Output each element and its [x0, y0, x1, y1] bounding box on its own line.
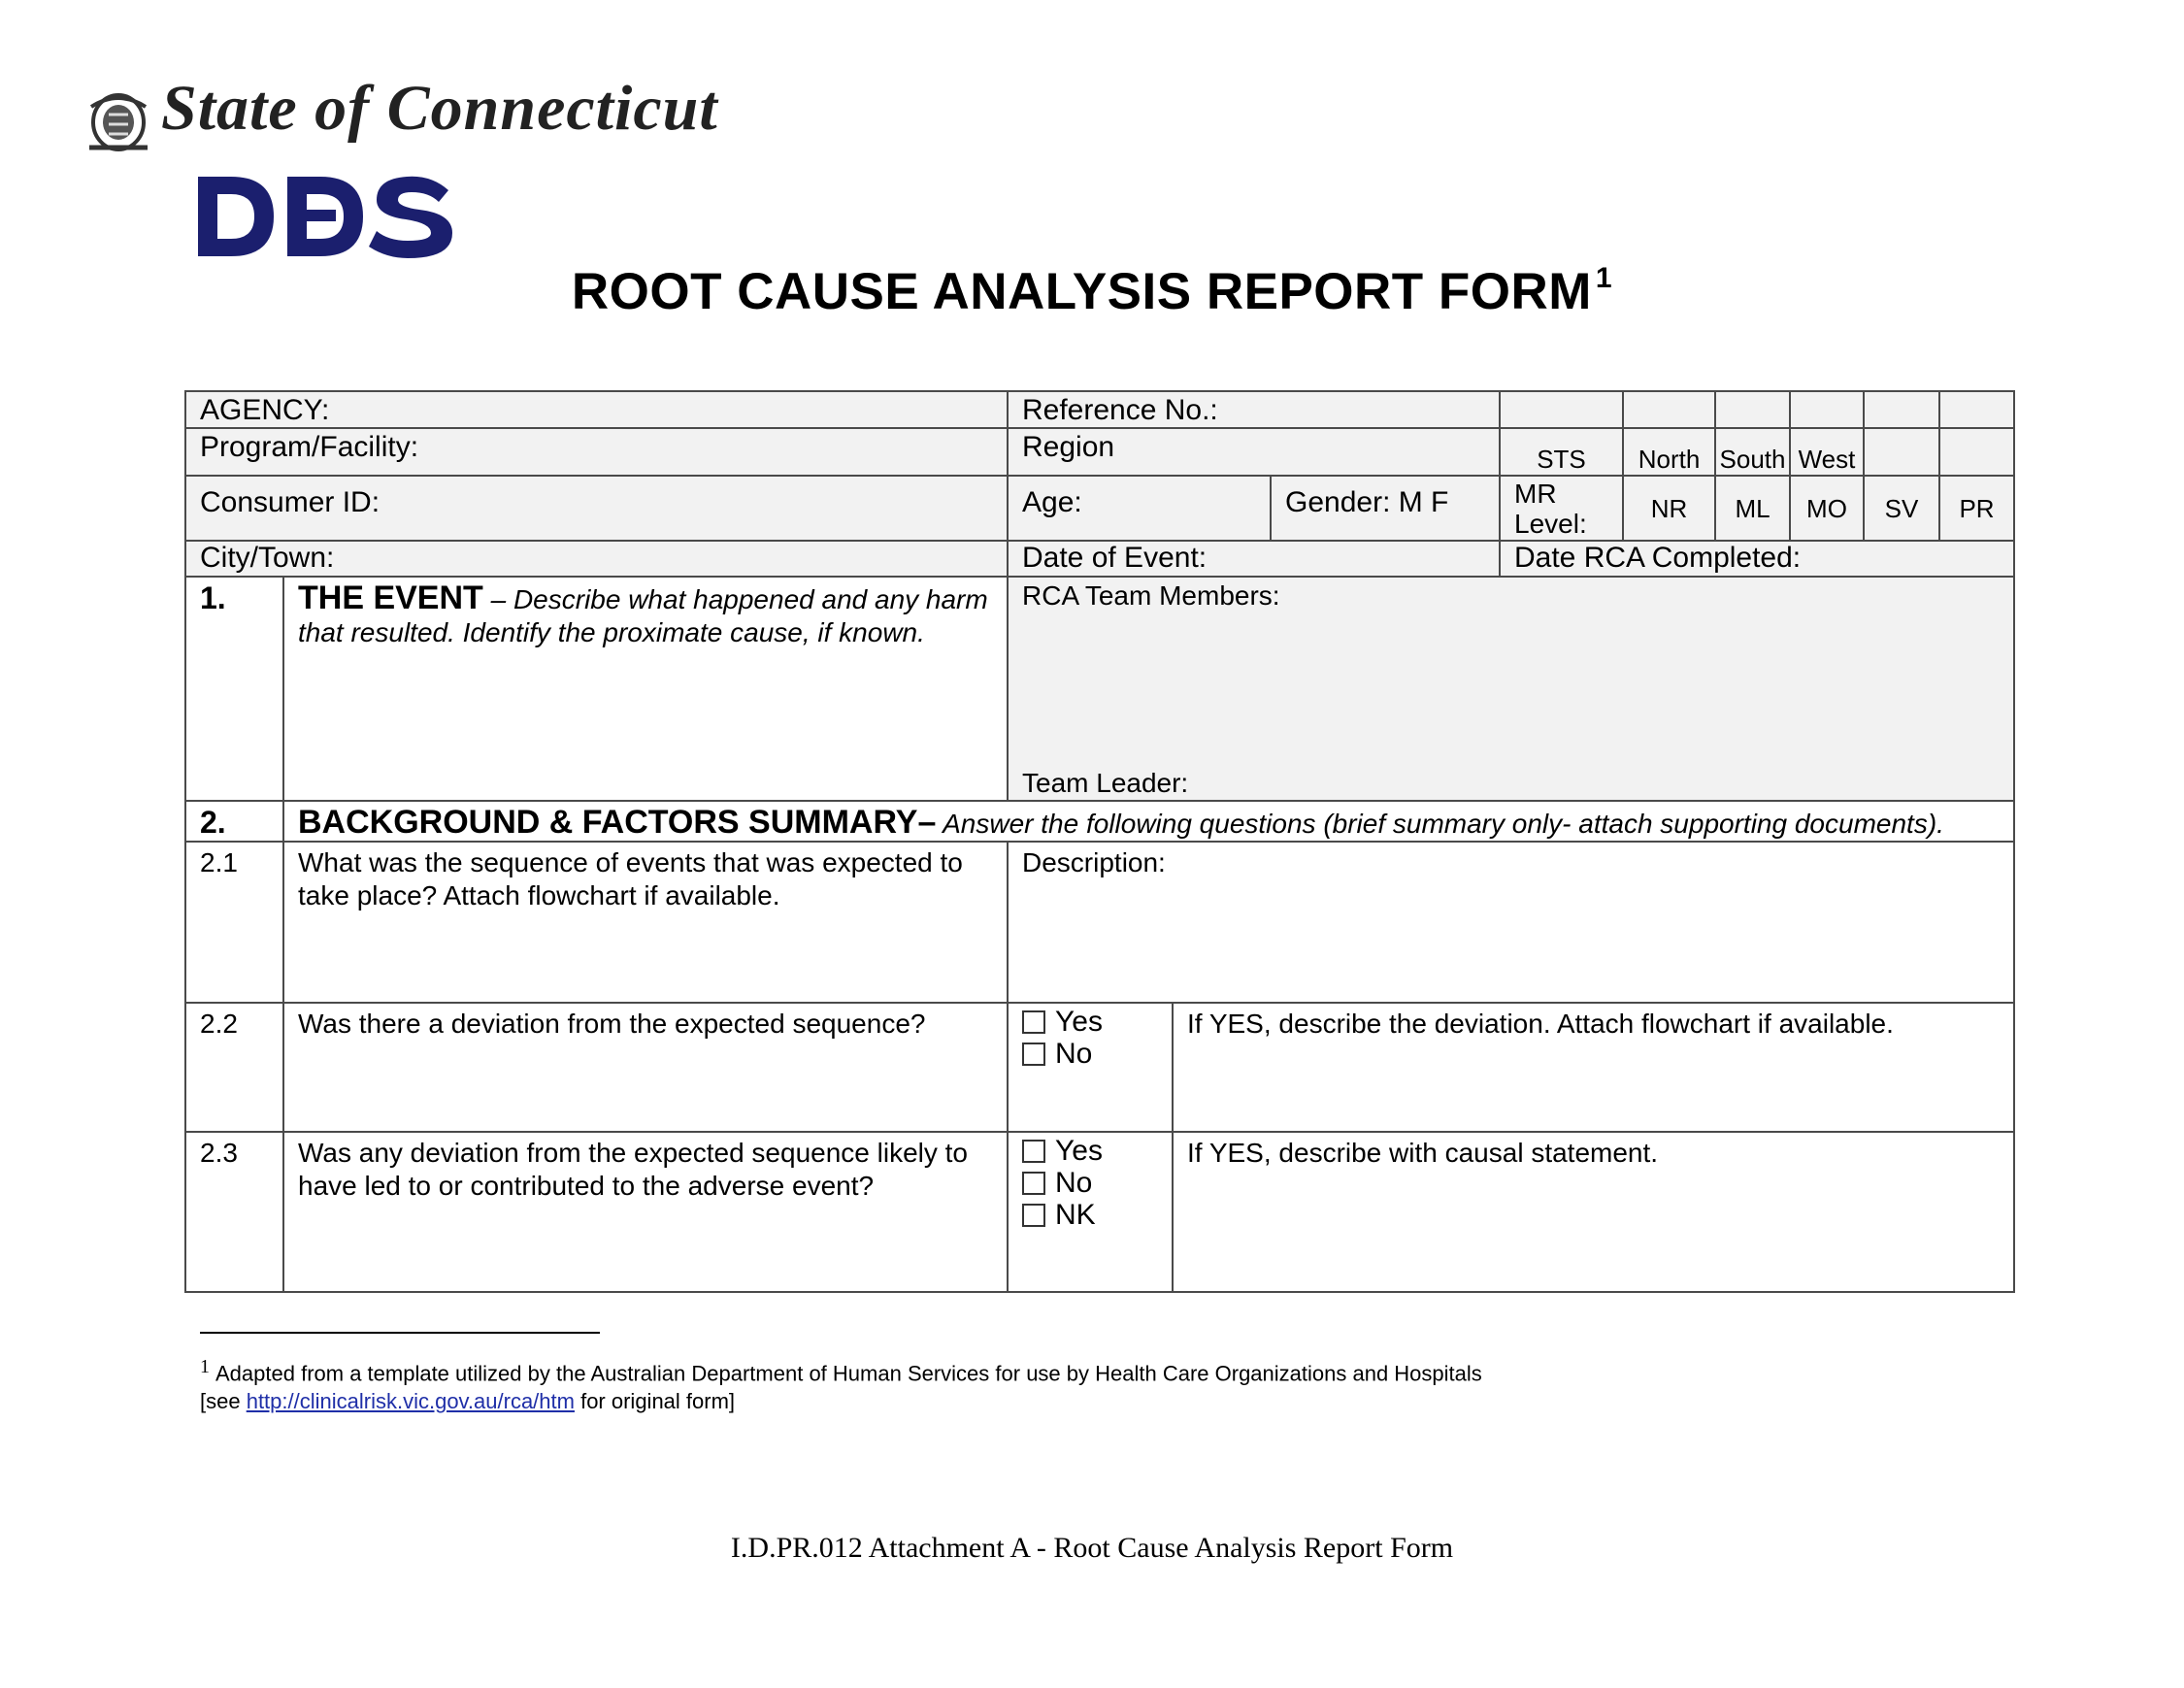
checkbox[interactable]: [1022, 1010, 1045, 1034]
option-nk[interactable]: NK: [1022, 1199, 1158, 1231]
region-label: Region: [1007, 427, 1501, 477]
footnote-line-1: $^1$ Adapted from a template utilized by the Australian Department of Human Services for use by Health Care Organizations and Hospitals: [200, 1356, 1482, 1386]
section-1-event[interactable]: THE EVENT – Describe what happened and any harm that resulted. Identify the proximate cause, if known.: [282, 576, 1009, 802]
section-1-instructions: Describe what happened and any harm that resulted. Identify the proximate cause, if known.: [298, 584, 988, 647]
section-2-instructions: Answer the following questions (brief summary only- attach supporting documents).: [936, 809, 1944, 839]
question-2-1-number: 2.1: [184, 841, 284, 1004]
reference-no-field[interactable]: Reference No.:: [1007, 390, 1501, 429]
mr-level-mo[interactable]: MO: [1789, 475, 1865, 542]
form-title: ROOT CAUSE ANALYSIS REPORT FORM $^1$: [571, 262, 1613, 320]
dds-logo: [198, 175, 452, 258]
region-north[interactable]: North: [1622, 427, 1716, 477]
option-yes[interactable]: Yes: [1022, 1006, 1158, 1038]
region-west[interactable]: West: [1789, 427, 1865, 477]
reference-box[interactable]: [1789, 390, 1865, 429]
causal-statement-field[interactable]: If YES, describe with causal statement.: [1172, 1131, 2015, 1293]
state-seal-icon: [83, 85, 153, 155]
deviation-description-field[interactable]: If YES, describe the deviation. Attach flowchart if available.: [1172, 1002, 2015, 1133]
checkbox[interactable]: [1022, 1172, 1045, 1195]
date-rca-completed-field[interactable]: Date RCA Completed:: [1499, 540, 2015, 578]
reference-box[interactable]: [1714, 390, 1791, 429]
region-south[interactable]: South: [1714, 427, 1791, 477]
option-no[interactable]: No: [1022, 1167, 1158, 1199]
reference-box[interactable]: [1499, 390, 1624, 429]
question-2-3-text: Was any deviation from the expected sequence likely to have led to or contributed to the adverse event?: [282, 1131, 1009, 1293]
question-2-2-number: 2.2: [184, 1002, 284, 1133]
description-field[interactable]: Description:: [1007, 841, 2015, 1004]
reference-box[interactable]: [1938, 390, 2015, 429]
footnote-divider: [200, 1332, 600, 1334]
region-box[interactable]: [1863, 427, 1940, 477]
mr-level-sv[interactable]: SV: [1863, 475, 1940, 542]
rca-team-members-label: RCA Team Members:: [1022, 580, 1280, 611]
question-2-2-text: Was there a deviation from the expected sequence?: [282, 1002, 1009, 1133]
footnote: [200, 1353, 1482, 1415]
consumer-id-field[interactable]: Consumer ID:: [184, 475, 1009, 542]
agency-field[interactable]: AGENCY:: [184, 390, 1009, 429]
region-box[interactable]: [1938, 427, 2015, 477]
section-1-title: THE EVENT: [298, 579, 483, 616]
page-footer: I.D.PR.012 Attachment A - Root Cause Analysis Report Form: [730, 1532, 1454, 1564]
section-2-header: [282, 800, 2015, 843]
mr-level-nr[interactable]: NR: [1622, 475, 1716, 542]
question-2-3-number: 2.3: [184, 1131, 284, 1293]
question-2-3-options: [1007, 1131, 1174, 1293]
gender-field[interactable]: Gender: M F: [1270, 475, 1501, 542]
question-2-2-options: [1007, 1002, 1174, 1133]
reference-box[interactable]: [1622, 390, 1716, 429]
section-1-number: 1.: [184, 576, 284, 802]
date-of-event-field[interactable]: Date of Event:: [1007, 540, 1501, 578]
footnote-line-2: [see http://clinicalrisk.vic.gov.au/rca/htm for original form]: [200, 1389, 736, 1414]
checkbox[interactable]: [1022, 1140, 1045, 1163]
source-link[interactable]: http://clinicalrisk.vic.gov.au/rca/htm: [246, 1389, 575, 1414]
option-yes[interactable]: Yes: [1022, 1135, 1158, 1167]
state-name: State of Connecticut: [161, 73, 718, 144]
reference-box[interactable]: [1863, 390, 1940, 429]
region-sts[interactable]: STS: [1499, 427, 1624, 477]
option-no[interactable]: No: [1022, 1038, 1158, 1070]
mr-level-ml[interactable]: ML: [1714, 475, 1791, 542]
question-2-1-text: What was the sequence of events that was expected to take place? Attach flowchart if available.: [282, 841, 1009, 1004]
city-town-field[interactable]: City/Town:: [184, 540, 1009, 578]
checkbox[interactable]: [1022, 1043, 1045, 1066]
team-leader-label: Team Leader:: [1022, 768, 1189, 798]
mr-level-pr[interactable]: PR: [1938, 475, 2015, 542]
rca-team-field[interactable]: [1007, 576, 2015, 802]
age-field[interactable]: Age:: [1007, 475, 1272, 542]
section-2-title: BACKGROUND & FACTORS SUMMARY–: [298, 804, 937, 841]
program-facility-field[interactable]: Program/Facility:: [184, 427, 1009, 477]
checkbox[interactable]: [1022, 1204, 1045, 1227]
section-2-number: 2.: [184, 800, 284, 843]
mr-level-label: MR Level:: [1499, 475, 1624, 542]
